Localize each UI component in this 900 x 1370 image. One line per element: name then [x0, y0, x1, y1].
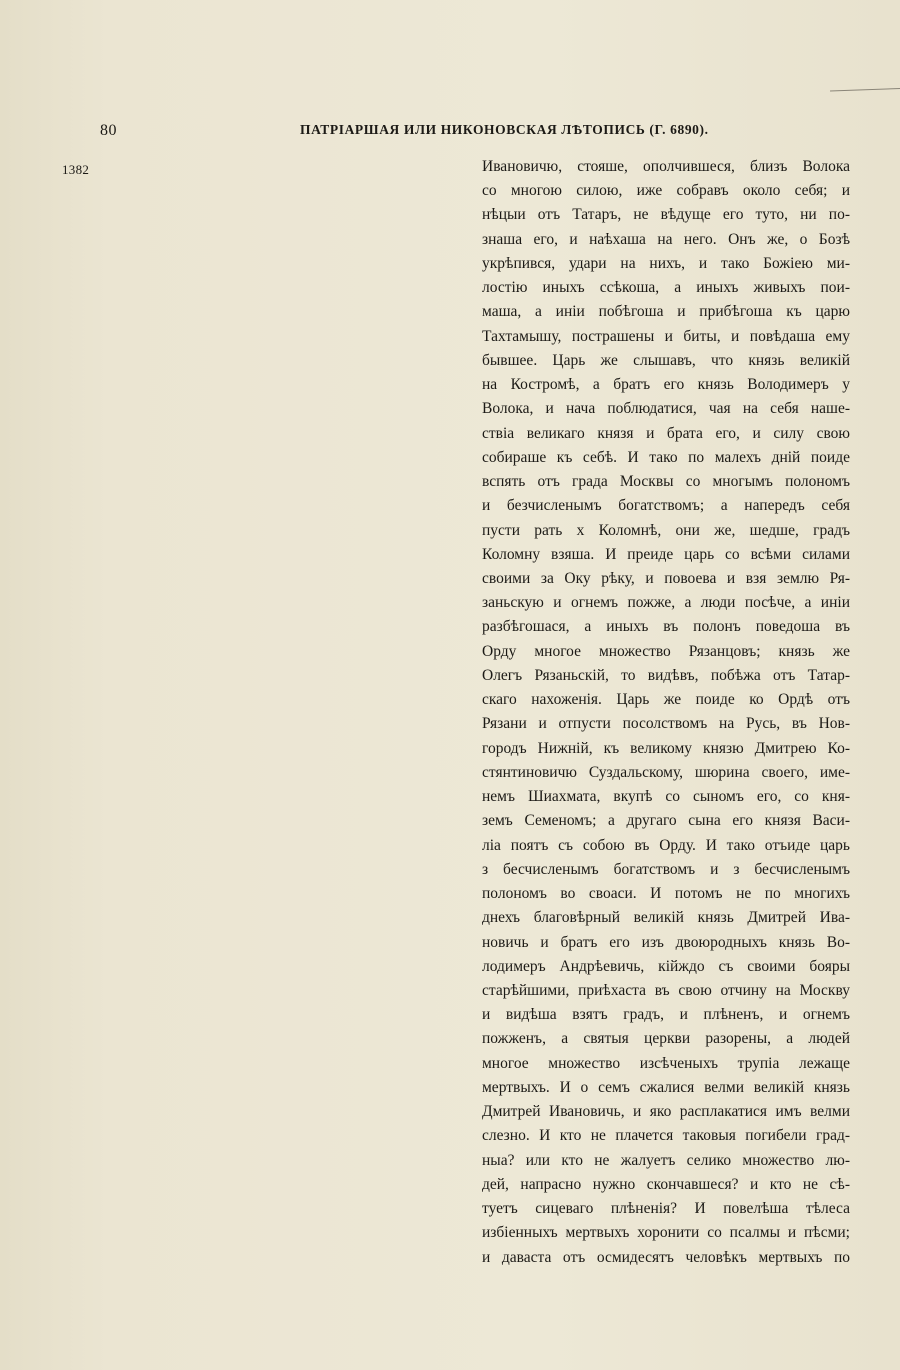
text-line: скаго нахоженія. Царь же поиде ко Ордѣ отъ	[482, 691, 850, 709]
text-line: пусти рать х Коломнѣ, они же, шедше, градъ	[482, 521, 850, 539]
text-line: немъ Шиахмата, вкупѣ со сыномъ его, со кня-	[482, 788, 850, 806]
text-line: мертвыхъ. И о семъ сжалися велми великій князь	[482, 1078, 850, 1096]
text-line: многое множество изсѣченыхъ трупіа лежаще	[482, 1054, 850, 1072]
text-line: слезно. И кто не плачется таковыя погибели град-	[482, 1127, 850, 1145]
text-line: пожженъ, а святыя церкви разорены, а людей	[482, 1030, 850, 1048]
text-line: Рязани и отпусти посолствомъ на Русь, въ Нов-	[482, 715, 850, 733]
text-line: городъ Нижній, къ великому князю Дмитрею Ко-	[482, 739, 850, 757]
text-line: маша, а иніи побѣгоша и прибѣгоша къ царю	[482, 303, 850, 321]
text-line: туетъ сицеваго плѣненія? И повелѣша тѣлеса	[482, 1200, 850, 1218]
text-line: Волока, и нача поблюдатися, чая на себя нашe-	[482, 400, 850, 418]
text-line: заньскую и огнемъ пожже, а люди посѣче, а иніи	[482, 594, 850, 612]
margin-year: 1382	[62, 162, 90, 177]
text-line: лостію иныхъ ссѣкоша, а иныхъ живыхъ пои-	[482, 279, 850, 297]
text-line: з бесчисленымъ богатствомъ и з бесчисленымъ	[482, 860, 850, 878]
running-title: ПАТРІАРШАЯ ИЛИ НИКОНОВСКАЯ ЛѢТОПИСЬ (Г. 6890).	[300, 122, 709, 137]
text-line: стянтиновичю Суздальскому, шюрина своего, име-	[482, 763, 850, 781]
text-line: и видѣша взятъ градъ, и плѣненъ, и огнемъ	[482, 1006, 850, 1024]
text-line: ныа? или кто не жалуетъ селико множество лю-	[482, 1151, 850, 1169]
text-line: знаша его, и наѣхаша на него. Онъ же, о Бозѣ	[482, 230, 850, 248]
page-fold-mark	[830, 88, 900, 91]
text-line: укрѣпився, удари на нихъ, и тако Божіею ми-	[482, 254, 850, 272]
text-line: нѣцыи отъ Татаръ, не вѣдуще его туто, ни по-	[482, 206, 850, 224]
main-text-column	[482, 155, 850, 1270]
text-line: Ивановичю, стояше, ополчившеся, близъ Волока	[482, 158, 850, 175]
text-line: новичь и братъ его изъ двоюродныхъ князь Во-	[482, 933, 850, 951]
text-line: избіенныхъ мертвыхъ хоронити со псалмы и пѣсми;	[482, 1224, 850, 1242]
text-line: старѣйшими, приѣхаста въ свою отчину на Москву	[482, 981, 850, 999]
text-line: днехъ благовѣрный великій князь Дмитрей Ива-	[482, 909, 850, 927]
text-line: Коломну взяша. И преиде царь со всѣми силами	[482, 545, 850, 563]
text-line: разбѣгошася, а иныхъ въ полонъ поведоша въ	[482, 618, 850, 636]
text-line: собираше къ себѣ. И тако по малехъ дній поиде	[482, 448, 850, 466]
text-line: и безчисленымъ богатствомъ; а напередъ себя	[482, 497, 850, 515]
text-line: ліа поятъ съ собою въ Орду. И тако отъиде царь	[482, 836, 850, 854]
text-line: на Костромѣ, а братъ его князь Володимеръ у	[482, 376, 850, 394]
text-line: Дмитрей Ивановичь, и яко расплакатися имъ велми	[482, 1103, 850, 1121]
text-line: Тахтамышу, пострашены и биты, и повѣдаша ему	[482, 327, 850, 345]
text-line: своими за Оку рѣку, и повоева и взя землю Ря-	[482, 569, 850, 587]
text-line: Орду многое множество Рязанцовъ; князь же	[482, 642, 850, 660]
text-line: ствіа великаго князя и брата его, и силу свою	[482, 424, 850, 442]
text-line: со многою силою, иже собравъ около себя; и	[482, 182, 850, 200]
text-line: земъ Семеномъ; а другаго сына его князя Васи-	[482, 812, 850, 830]
text-line: лодимеръ Андрѣевичь, кійждо съ своими бояры	[482, 957, 850, 975]
text-line: полономъ во своаси. И потомъ не по многихъ	[482, 885, 850, 903]
page-number: 80	[100, 122, 117, 139]
text-line: дей, напрасно нужно скончавшеся? и кто не сѣ-	[482, 1175, 850, 1193]
text-line: бывшее. Царь же слышавъ, что князь великій	[482, 351, 850, 369]
text-line: и даваста отъ осмидесятъ человѣкъ мертвыхъ по	[482, 1248, 850, 1266]
text-line: Олегъ Рязаньскій, то видѣвъ, побѣжа отъ Татар-	[482, 666, 850, 684]
text-line: вспять отъ града Москвы со многымъ полономъ	[482, 473, 850, 491]
